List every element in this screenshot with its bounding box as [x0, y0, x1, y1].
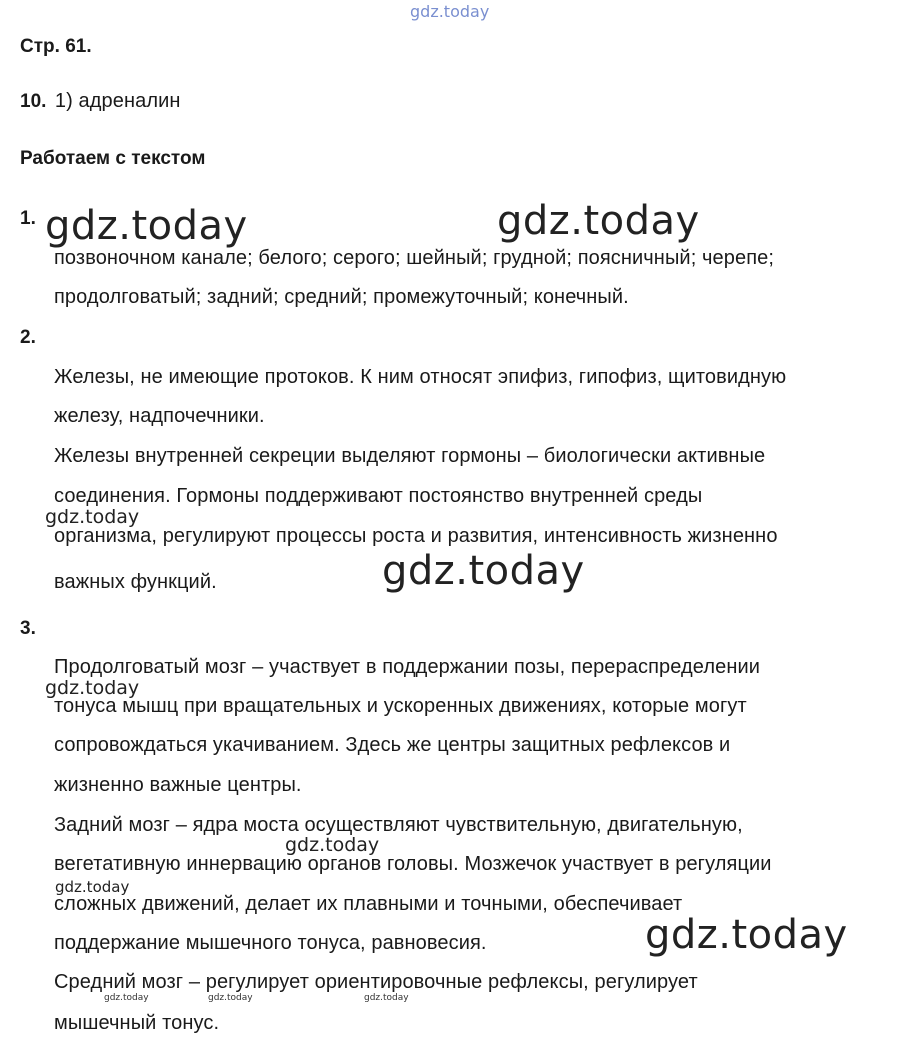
watermark-top: gdz.today: [410, 2, 490, 21]
answer-line: железу, надпочечники.: [54, 405, 265, 427]
answer-line: Задний мозг – ядра моста осуществляют чувствительную, двигательную,: [54, 814, 743, 836]
answer-line: сложных движений, делает их плавными и точными, обеспечивает: [54, 893, 683, 915]
answer-line: соединения. Гормоны поддерживают постоянство внутренней среды: [54, 485, 703, 507]
answer-line: Средний мозг – регулирует ориентировочные рефлексы, регулирует: [54, 971, 698, 993]
answer-line: Продолговатый мозг – участвует в поддержании позы, перераспределении: [54, 656, 761, 678]
answer-line: вегетативную иннервацию органов головы. Мозжечок участвует в регуляции: [54, 853, 772, 875]
answer-line: организма, регулируют процессы роста и развития, интенсивность жизненно: [54, 525, 778, 547]
watermark-medium: gdz.today: [45, 677, 140, 699]
watermark-large-left: gdz.today: [45, 203, 248, 249]
answer-line: позвоночном канале; белого; серого; шейный; грудной; поясничный; черепе;: [54, 247, 775, 269]
watermark-medium: gdz.today: [45, 506, 140, 528]
answer-line: важных функций.: [54, 571, 217, 593]
answer-line: Железы, не имеющие протоков. К ним относят эпифиз, гипофиз, щитовидную: [54, 366, 787, 388]
page-title: Стр. 61.: [20, 36, 92, 57]
task-answer: 1) адреналин: [54, 90, 181, 112]
watermark-large-bottom: gdz.today: [645, 912, 848, 958]
answer-line: тонуса мышц при вращательных и ускоренных движениях, которые могут: [54, 695, 747, 717]
watermark-tiny: gdz.today: [104, 993, 149, 1003]
answer-line: Железы внутренней секреции выделяют гормоны – биологически активные: [54, 445, 766, 467]
watermark-small: gdz.today: [55, 878, 130, 896]
watermark-large-right: gdz.today: [497, 198, 700, 244]
question-number: 3.: [20, 618, 36, 639]
answer-line: мышечный тонус.: [54, 1012, 220, 1034]
answer-line: жизненно важные центры.: [54, 774, 302, 796]
question-number: 1.: [20, 208, 36, 229]
task-10: [20, 90, 181, 113]
watermark-medium: gdz.today: [285, 834, 380, 856]
answer-line: сопровождаться укачиванием. Здесь же центры защитных рефлексов и: [54, 734, 731, 756]
section-heading: Работаем с текстом: [20, 148, 206, 169]
answer-line: продолговатый; задний; средний; промежуточный; конечный.: [54, 286, 629, 308]
question-number: 2.: [20, 327, 36, 348]
answer-line: поддержание мышечного тонуса, равновесия.: [54, 932, 487, 954]
watermark-tiny: gdz.today: [364, 993, 409, 1003]
watermark-large-middle: gdz.today: [382, 548, 585, 594]
task-number: 10.: [20, 91, 47, 112]
watermark-tiny: gdz.today: [208, 993, 253, 1003]
